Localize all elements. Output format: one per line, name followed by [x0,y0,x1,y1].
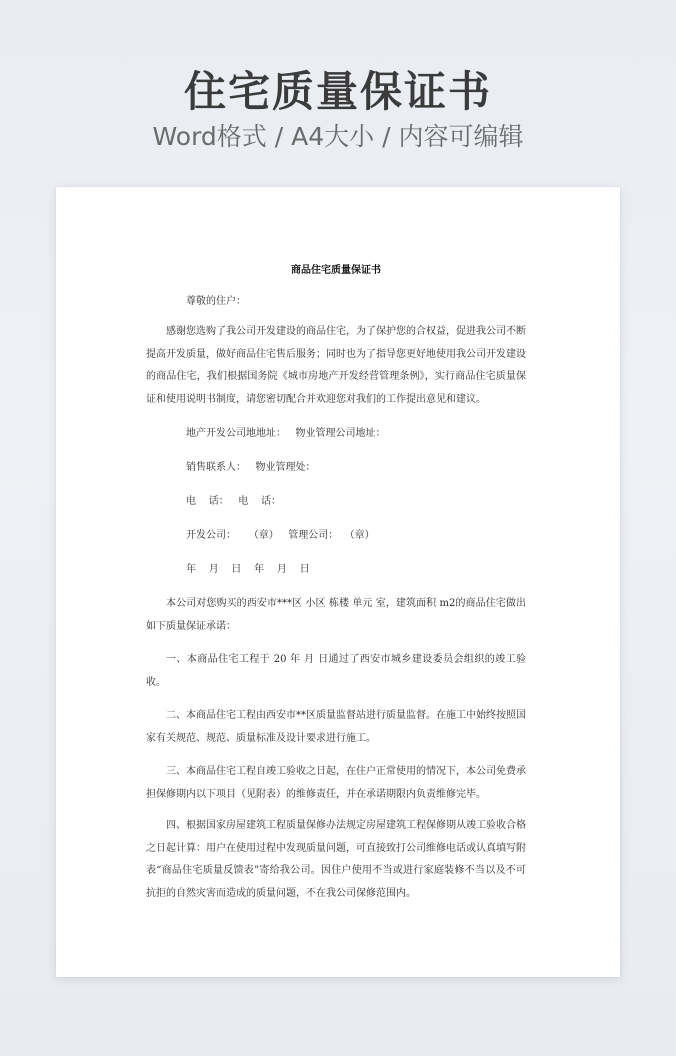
clause-3: 三、本商品住宅工程自竣工验收之日起，在住户正常使用的情况下，本公司免费承担保修期内以下项目（见附表）的维修责任，并在承诺期限内负责维修完毕。 [146,766,526,800]
greeting: 尊敬的住户： [186,296,246,307]
date-line: 年 月 日 年 月 日 [186,564,310,575]
document-page [56,187,620,977]
clause-1: 一、本商品住宅工程于 20 年 月 日通过了西安市城乡建设委员会组织的竣工验收。 [146,654,526,688]
document-title: 商品住宅质量保证书 [291,265,381,276]
company-seal-line: 开发公司： （章） 管理公司： （章） [186,530,375,541]
hero-title: 住宅质量保证书 [183,67,492,116]
phone-line: 电 话： 电 话： [186,496,281,507]
contact-line: 销售联系人： 物业管理处： [186,462,316,473]
hero-subtitle: Word格式 / A4大小 / 内容可编辑 [152,122,524,151]
intro-paragraph: 感谢您选购了我公司开发建设的商品住宅，为了保护您的合权益，促进我公司不断提高开发质量，做好商品住宅售后服务；同时也为了指导您更好地使用我公司开发建设的商品住宅，我们根据国务院《城市房地产开发经营管理条例》，实行商品住宅质量保证和使用说明书制度，请您密切配合并欢迎您对我们的工作提出意见和建议。 [146,326,526,405]
clause-2: 二、本商品住宅工程由西安市**区质量监督站进行质量监督。在施工中始终按照国家有关规范、规范、质量标准及设计要求进行施工。 [146,710,526,744]
clause-4: 四、根据国家房屋建筑工程质量保修办法规定房屋建筑工程保修期从竣工验收合格之日起计算：用户在使用过程中发现质量问题，可直接致打公司维修电话或认真填写附表“商品住宅质量反馈表”寄给我公司。因住户使用不当或进行家庭装修不当以及不可抗拒的自然灾害而造成的质量问题，不在我公司保修范围内。 [146,820,526,899]
purchase-paragraph: 本公司对您购买的西安市***区 小区 栋楼 单元 室，建筑面积 m2的商品住宅做出如下质量保证承诺： [146,598,526,632]
address-line: 地产开发公司地地址： 物业管理公司地址： [186,428,386,439]
